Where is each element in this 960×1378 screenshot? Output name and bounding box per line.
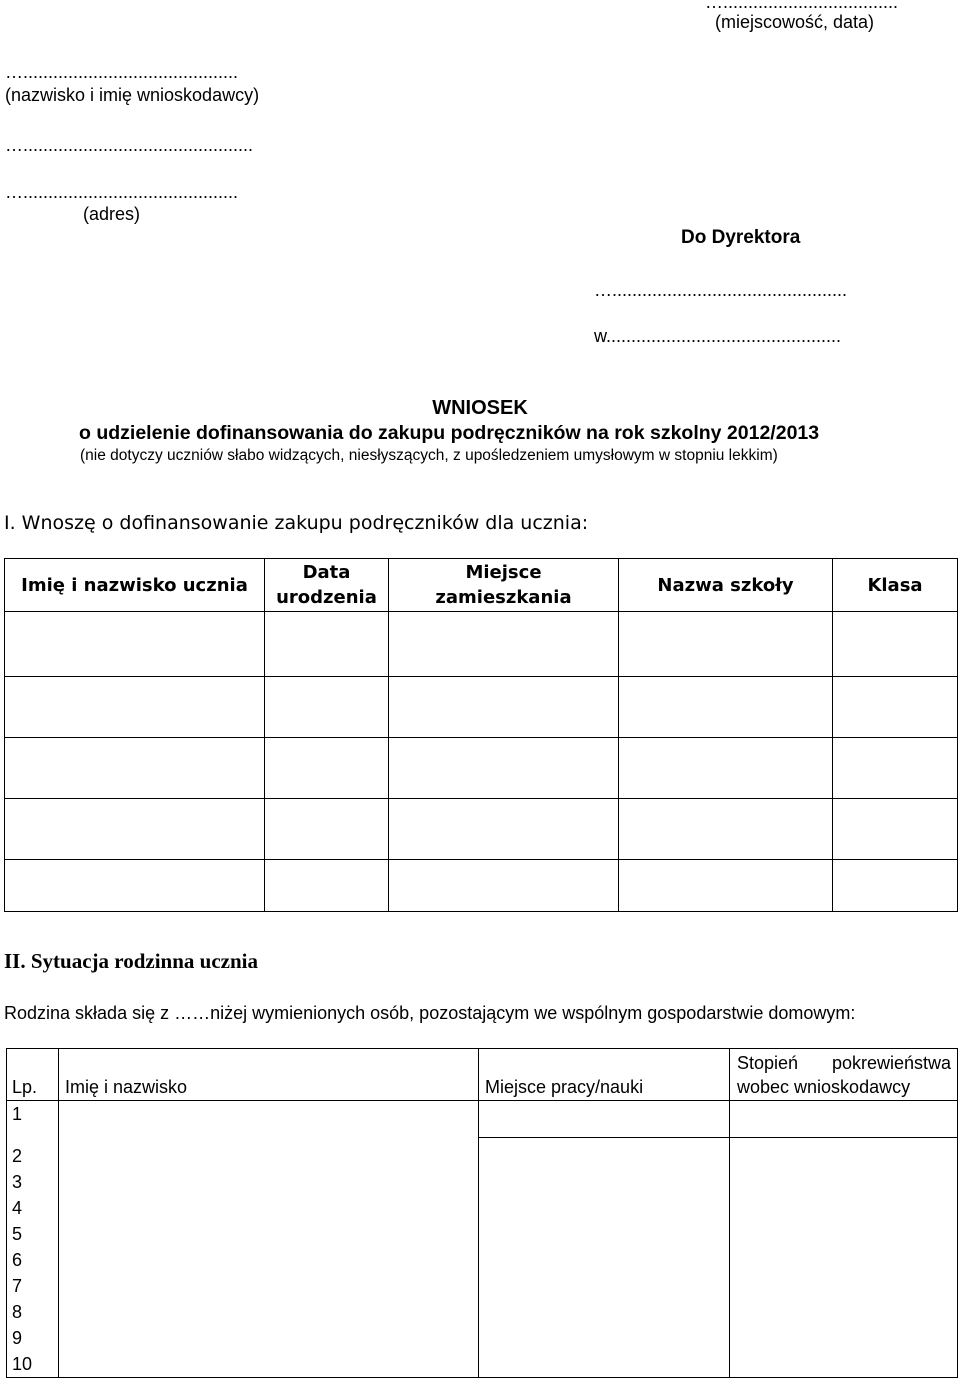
place-date-label: (miejscowość, data) [715, 12, 875, 32]
student-name-cell[interactable] [5, 612, 265, 677]
address-label: (adres) [83, 204, 141, 224]
birth-date-cell[interactable] [265, 799, 389, 860]
school-name-cell[interactable] [619, 860, 833, 912]
relationship-area [730, 1101, 958, 1378]
family-header-row [7, 1049, 958, 1101]
section2-intro: Rodzina składa się z ……niżej wymienionych osób, pozostającym we wspólnym gospodarstwie domowym: [4, 1003, 856, 1023]
class-cell[interactable] [833, 860, 958, 912]
students-table [4, 558, 958, 912]
addressee-w-line: w............................................... [594, 326, 842, 346]
student-name-cell[interactable] [5, 738, 265, 799]
table-row [5, 738, 958, 799]
class-cell[interactable] [833, 738, 958, 799]
form-title: WNIOSEK [432, 397, 528, 419]
column-birth-date: Data urodzenia [265, 559, 389, 612]
residence-cell[interactable] [389, 799, 619, 860]
school-name-cell[interactable] [619, 799, 833, 860]
residence-cell[interactable] [389, 677, 619, 738]
row-number: 9 [12, 1328, 23, 1348]
residence-cell[interactable] [389, 738, 619, 799]
family-rows [7, 1101, 958, 1378]
student-name-cell[interactable] [5, 860, 265, 912]
work-place-cell[interactable] [479, 1101, 729, 1138]
birth-date-cell[interactable] [265, 612, 389, 677]
address-dots-1: ….............................................. [5, 135, 254, 155]
row-number: 10 [12, 1354, 33, 1374]
school-name-cell[interactable] [619, 677, 833, 738]
applicant-dots: …........................................... [5, 62, 239, 82]
table-row [5, 677, 958, 738]
column-relationship: Stopień pokrewieństwa wobec wnioskodawcy [730, 1049, 958, 1101]
student-name-cell[interactable] [5, 799, 265, 860]
addressee-dots: …............................................... [594, 280, 848, 300]
row-numbers [7, 1101, 59, 1378]
family-table [6, 1048, 958, 1378]
column-work-place: Miejsce pracy/nauki [479, 1049, 730, 1101]
addressee-title: Do Dyrektora [681, 227, 801, 248]
row-number: 8 [12, 1302, 23, 1322]
row-number: 2 [12, 1146, 23, 1166]
applicant-label: (nazwisko i imię wnioskodawcy) [5, 85, 260, 105]
table-row [5, 612, 958, 677]
form-subtitle: o udzielenie dofinansowania do zakupu podręczników na rok szkolny 2012/2013 [79, 422, 820, 444]
students-header-row [5, 559, 958, 612]
column-student-name: Imię i nazwisko ucznia [5, 559, 265, 612]
birth-date-cell[interactable] [265, 677, 389, 738]
class-cell[interactable] [833, 612, 958, 677]
birth-date-cell[interactable] [265, 738, 389, 799]
column-residence: Miejsce zamieszkania [389, 559, 619, 612]
address-dots-2: …........................................... [5, 182, 239, 202]
residence-cell[interactable] [389, 612, 619, 677]
residence-cell[interactable] [389, 860, 619, 912]
relationship-cell[interactable] [730, 1101, 957, 1138]
birth-date-cell[interactable] [265, 860, 389, 912]
table-row [5, 860, 958, 912]
table-row [5, 799, 958, 860]
column-person-name: Imię i nazwisko [59, 1049, 479, 1101]
person-name-cell[interactable] [59, 1101, 479, 1378]
student-name-cell[interactable] [5, 677, 265, 738]
class-cell[interactable] [833, 677, 958, 738]
school-name-cell[interactable] [619, 738, 833, 799]
place-date-dots: …................................... [705, 0, 899, 12]
column-class: Klasa [833, 559, 958, 612]
column-lp: Lp. [7, 1049, 59, 1101]
row-number: 7 [12, 1276, 23, 1296]
row-number: 3 [12, 1172, 23, 1192]
row-number: 1 [12, 1104, 23, 1124]
column-school-name: Nazwa szkoły [619, 559, 833, 612]
class-cell[interactable] [833, 799, 958, 860]
row-number: 4 [12, 1198, 23, 1218]
form-note: (nie dotyczy uczniów słabo widzących, niesłyszących, z upośledzeniem umysłowym w stopniu lekkim) [80, 447, 778, 464]
section1-heading: I. Wnoszę o dofinansowanie zakupu podręczników dla ucznia: [4, 512, 589, 534]
row-number: 6 [12, 1250, 23, 1270]
section2-heading: II. Sytuacja rodzinna ucznia [4, 949, 258, 973]
school-name-cell[interactable] [619, 612, 833, 677]
row-number: 5 [12, 1224, 23, 1244]
work-place-area [479, 1101, 730, 1378]
